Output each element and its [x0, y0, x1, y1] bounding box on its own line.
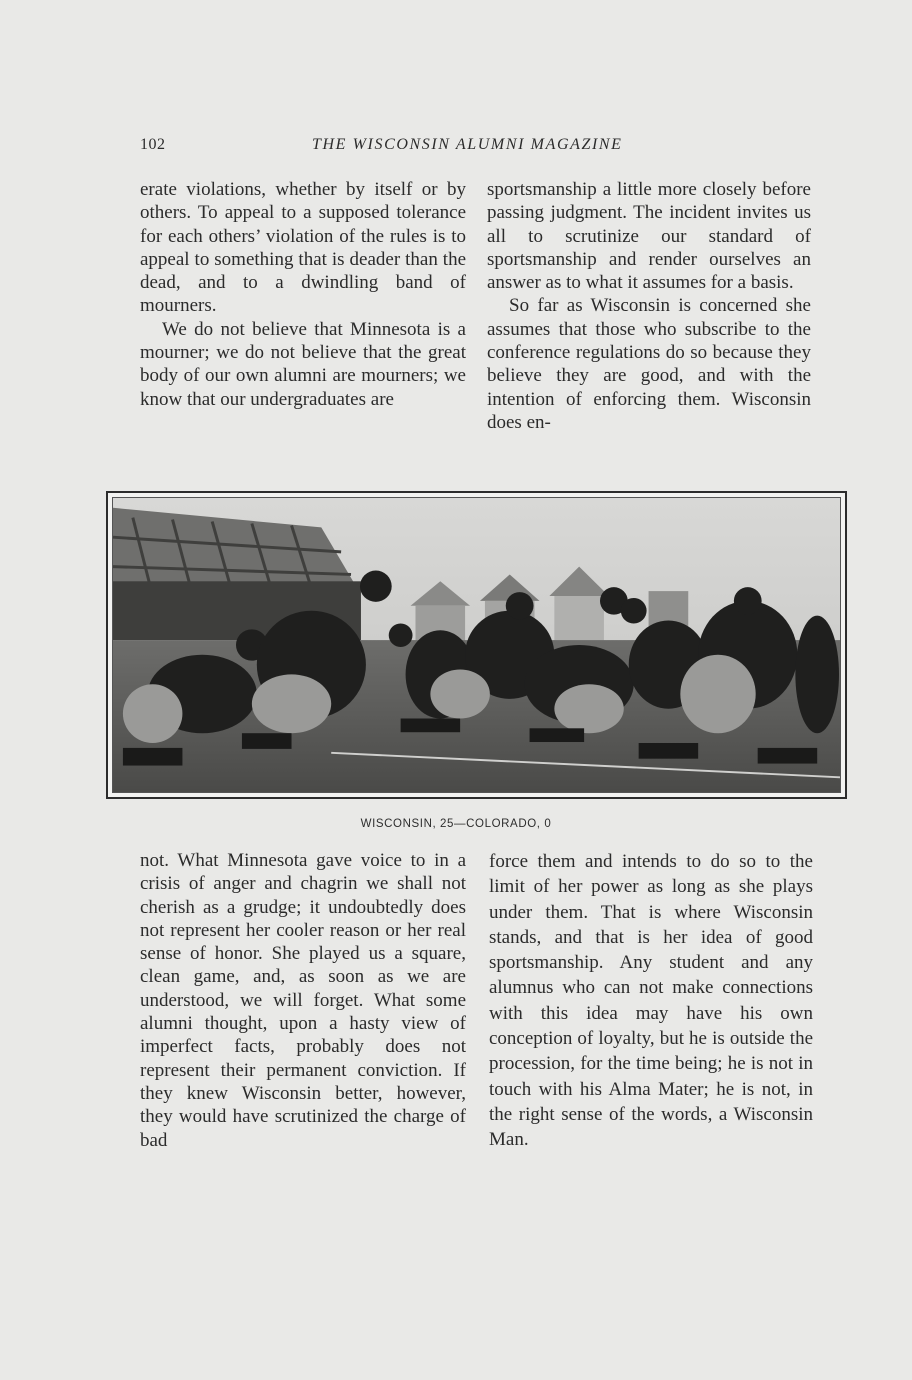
football-game-photo [112, 497, 841, 793]
football-photo-frame [106, 491, 847, 799]
photo-caption: WISCONSIN, 25—COLORADO, 0 [360, 818, 552, 830]
paragraph: erate violations, whether by itself or by others. To appeal to a supposed tolerance for each others’ violation of the rules is to appeal to something that is deader than the dead, and to a dwindling band of mourners. [140, 179, 466, 317]
page-number: 102 [140, 136, 166, 153]
column-top-right [487, 178, 811, 434]
paragraph: We do not believe that Minnesota is a mourner; we do not believe that the great body of our own alumni are mourners; we know that our undergraduates are [140, 318, 466, 410]
column-top-left [140, 178, 466, 411]
column-bottom-left [140, 849, 466, 1152]
paragraph: not. What Minnesota gave voice to in a crisis of anger and chagrin we shall not cherish as a grudge; it undoubtedly does not represent her cooler reason or her real sense of honor. She played us a square, clean game, and, as soon as we are understood, we will forget. What some alumni thought, upon a hasty view of imperfect facts, probably does not represent their permanent conviction. If they knew Wisconsin better, however, they would have scrutinized the charge of bad [140, 850, 466, 1151]
column-bottom-right [489, 849, 813, 1153]
paragraph: force them and intends to do so to the limit of her power as long as she plays under them. That is where Wisconsin stands, and that is her idea of good sportsmanship. Any student and any alumnus who can not make connections with this idea may have his own conception of loyalty, but he is outside the procession, for the time being; he is not in touch with his Alma Mater; he is not, in the right sense of the words, a Wisconsin Man. [489, 851, 813, 1151]
paragraph: So far as Wisconsin is concerned she assumes that those who subscribe to the conference regulations do so because they believe they are good, and with the intention of enforcing them. Wisconsin does en- [487, 295, 811, 433]
football-photo-illustration [113, 498, 840, 792]
magazine-title: THE WISCONSIN ALUMNI MAGAZINE [312, 136, 623, 153]
paragraph: sportsmanship a little more closely before passing judgment. The incident invites us all to scrutinize our standard of sportsmanship and render ourselves an answer as to what it assumes for a basis. [487, 179, 811, 294]
page-header [140, 136, 812, 158]
